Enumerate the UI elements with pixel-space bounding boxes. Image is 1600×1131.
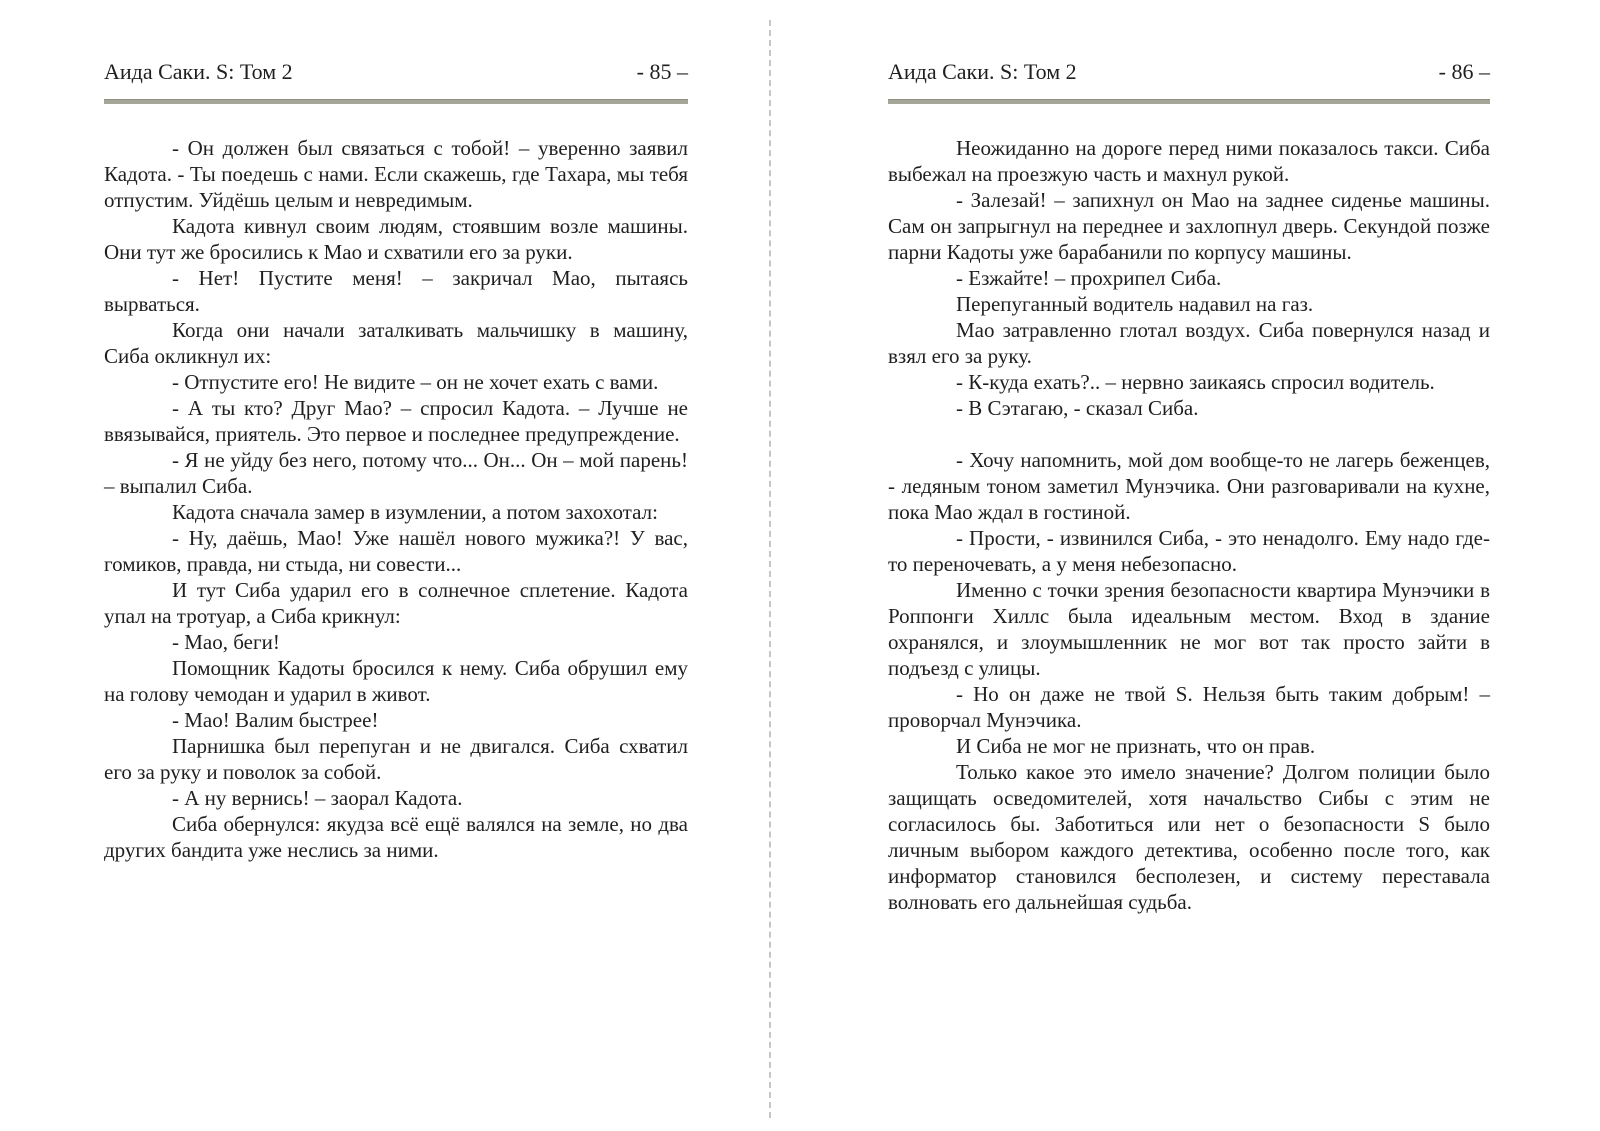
paragraph: Парнишка был перепуган и не двигался. Сиба схватил его за руку и поволок за собой. bbox=[104, 734, 688, 784]
paragraph: Когда они начали заталкивать мальчишку в машину, Сиба окликнул их: bbox=[104, 318, 688, 368]
paragraph: - Нет! Пустите меня! – закричал Мао, пытаясь вырваться. bbox=[104, 266, 688, 316]
paragraph: Кадота кивнул своим людям, стоявшим возле машины. Они тут же бросились к Мао и схватили его за руки. bbox=[104, 214, 688, 264]
paragraph: Мао затравленно глотал воздух. Сиба повернулся назад и взял его за руку. bbox=[888, 318, 1490, 368]
paragraph: Перепуганный водитель надавил на газ. bbox=[956, 292, 1314, 316]
header-rule bbox=[104, 99, 688, 104]
paragraph: - Ну, даёшь, Мао! Уже нашёл нового мужика?! У вас, гомиков, правда, ни стыда, ни совести... bbox=[104, 526, 688, 576]
page-body-left bbox=[104, 135, 688, 863]
book-title: Аида Саки. S: Том 2 bbox=[888, 59, 1077, 84]
paragraph: Именно с точки зрения безопасности квартира Мунэчики в Роппонги Хиллс была идеальным местом. Вход в здание охранялся, и злоумышленник не мог вот так просто зайти в подъезд с улицы. bbox=[888, 578, 1490, 680]
paragraph: Сиба обернулся: якудза всё ещё валялся на земле, но два других бандита уже неслись за ними. bbox=[104, 812, 688, 862]
paragraph: - Мао, беги! bbox=[172, 630, 280, 654]
paragraph: Только какое это имело значение? Долгом полиции было защищать осведомителей, хотя начальство Сибы с этим не согласилось бы. Заботиться или нет о безопасности S было личным выбором каждого детектива, особенно после того, как информатор становился бесполезен, и систему переставала волновать его дальнейшая судьба. bbox=[888, 760, 1490, 914]
paragraph: - Прости, - извинился Сиба, - это ненадолго. Ему надо где-то переночевать, а у меня небезопасно. bbox=[888, 526, 1490, 576]
paragraph: - В Сэтагаю, - сказал Сиба. bbox=[956, 396, 1199, 420]
paragraph: - Хочу напомнить, мой дом вообще-то не лагерь беженцев, - ледяным тоном заметил Мунэчика. Они разговаривали на кухне, пока Мао ждал в гостиной. bbox=[888, 448, 1490, 524]
paragraph: Кадота сначала замер в изумлении, а потом захохотал: bbox=[172, 500, 658, 524]
paragraph: - Отпустите его! Не видите – он не хочет ехать с вами. bbox=[172, 370, 659, 394]
paragraph: - Залезай! – запихнул он Мао на заднее сиденье машины. Сам он запрыгнул на переднее и захлопнул дверь. Секундой позже парни Кадоты уже барабанили по корпусу машины. bbox=[888, 188, 1490, 264]
paragraph: - Мао! Валим быстрее! bbox=[172, 708, 379, 732]
paragraph: Неожиданно на дороге перед ними показалось такси. Сиба выбежал на проезжую часть и махнул рукой. bbox=[888, 136, 1490, 186]
paragraph: - А ты кто? Друг Мао? – спросил Кадота. – Лучше не ввязывайся, приятель. Это первое и последнее предупреждение. bbox=[104, 396, 688, 446]
paragraph: - Езжайте! – прохрипел Сиба. bbox=[956, 266, 1222, 290]
page-number: - 86 – bbox=[1438, 59, 1490, 84]
paragraph: И Сиба не мог не признать, что он прав. bbox=[956, 734, 1316, 758]
paragraph: - Но он даже не твой S. Нельзя быть таким добрым! – проворчал Мунэчика. bbox=[888, 682, 1490, 732]
book-title: Аида Саки. S: Том 2 bbox=[104, 59, 293, 84]
page-number: - 85 – bbox=[636, 59, 688, 84]
page-header-right bbox=[888, 58, 1490, 86]
page-right bbox=[888, 58, 1490, 915]
paragraph: И тут Сиба ударил его в солнечное сплетение. Кадота упал на тротуар, а Сиба крикнул: bbox=[104, 578, 688, 628]
page-header-left bbox=[104, 58, 688, 86]
paragraph: Помощник Кадоты бросился к нему. Сиба обрушил ему на голову чемодан и ударил в живот. bbox=[104, 656, 688, 706]
page-body-right bbox=[888, 135, 1490, 915]
paragraph: - К-куда ехать?.. – нервно заикаясь спросил водитель. bbox=[956, 370, 1435, 394]
paragraph: - Я не уйду без него, потому что... Он... Он – мой парень! – выпалил Сиба. bbox=[104, 448, 688, 498]
page-left bbox=[104, 58, 688, 863]
paragraph: - Он должен был связаться с тобой! – уверенно заявил Кадота. - Ты поедешь с нами. Если скажешь, где Тахара, мы тебя отпустим. Уйдёшь целым и невредимым. bbox=[104, 136, 688, 212]
paragraph: - А ну вернись! – заорал Кадота. bbox=[172, 786, 463, 810]
page-divider bbox=[769, 20, 771, 1118]
header-rule bbox=[888, 99, 1490, 104]
